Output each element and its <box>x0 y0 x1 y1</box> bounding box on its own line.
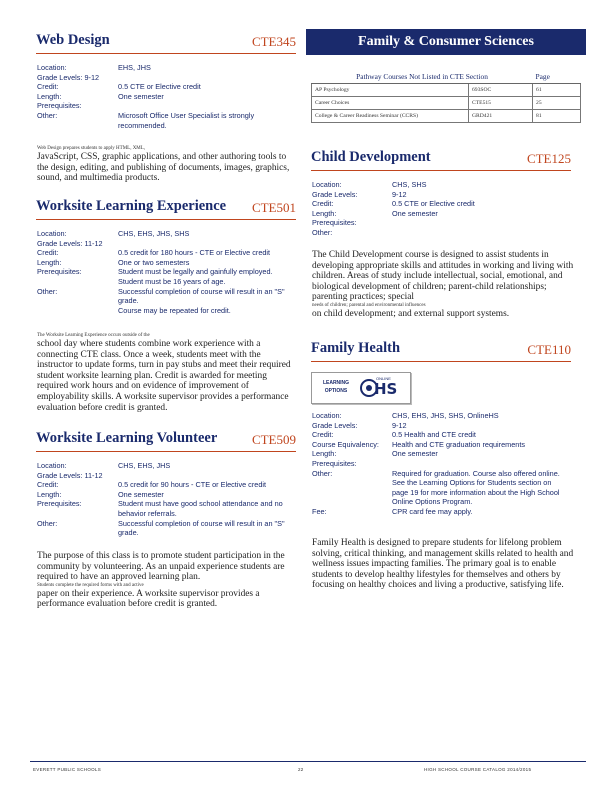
badge-label-bottom: OPTIONS <box>324 388 348 394</box>
course-description <box>312 250 574 320</box>
description-fragment: The Worksite Learning Experience occurs outside of the <box>37 333 150 338</box>
info-value: 9-12 <box>392 189 407 199</box>
info-value: Required for graduation. Course also offered online. <box>392 468 560 478</box>
info-value: CHS, EHS, JHS, SHS <box>118 229 190 238</box>
table-cell: 61 <box>533 84 581 97</box>
info-value: One semester <box>392 449 438 459</box>
description-text: school day where students combine work experience with a connecting CTE class. Once a week, students meet with the instructor to update forms, turn in pay stubs and meet their required student worksite learning plan. Credit is awarded for meeting required work hours and on evidence of improvement of employability skills. A worksite supervisor provides a performance evaluation before credit is granted. <box>37 339 291 413</box>
table-cell: 81 <box>533 110 581 123</box>
footer-rule <box>30 761 586 762</box>
info-value: One semester <box>118 489 164 499</box>
description-text: The purpose of this class is to promote student participation in the community by volunteering. As an unpaid experience students are required to have an approved learning plan. <box>37 551 285 583</box>
divider <box>36 451 296 452</box>
info-value: CHS, SHS <box>392 180 427 189</box>
table-header: Pathway Courses Not Listed in CTE Section <box>312 70 533 84</box>
info-value: 0.5 CTE or Elective credit <box>392 199 475 209</box>
info-value: 0.5 credit for 90 hours - CTE or Elective credit <box>118 480 267 490</box>
info-value: 0.5 credit for 180 hours - CTE or Elective credit <box>118 248 271 258</box>
info-key: Credit: <box>37 82 59 92</box>
table-cell: College & Career Readiness Seminar (CCRS) <box>312 110 469 123</box>
info-key: Other: <box>37 286 58 296</box>
info-value: Health and CTE graduation requirements <box>392 439 526 449</box>
table-row <box>312 110 581 123</box>
course-code: CTE110 <box>527 342 571 357</box>
info-key: Credit: <box>37 248 59 258</box>
learning-options-badge <box>311 372 411 404</box>
info-value: grade. <box>118 528 139 538</box>
info-key: Location: <box>37 229 67 238</box>
info-key: Course Equivalency: <box>312 439 379 449</box>
course-code: CTE345 <box>251 34 296 49</box>
info-value: Student must be legally and gainfully employed. <box>118 267 273 277</box>
table-cell: AP Psychology <box>312 84 469 97</box>
table-row <box>312 84 581 97</box>
info-value: CHS, EHS, JHS <box>118 461 171 470</box>
info-value: One semester <box>392 208 438 218</box>
info-key: Length: <box>37 91 62 101</box>
table-cell: 693SOC <box>469 84 533 97</box>
course-code: CTE125 <box>526 151 571 166</box>
info-key: Other: <box>37 518 58 528</box>
info-value: recommended. <box>118 120 167 130</box>
course-title: Worksite Learning Volunteer <box>36 430 218 446</box>
info-key: Grade Levels: 11-12 <box>37 470 103 480</box>
footer-right: HIGH SCHOOL COURSE CATALOG 2014/2015 <box>424 767 532 772</box>
info-key: Length: <box>312 208 337 218</box>
description-text: JavaScript, CSS, graphic applications, and other authoring tools to the design, editing, and publishing of documents, images, graphics, sound, and multimedia products. <box>37 152 290 184</box>
info-key: Location: <box>312 180 342 189</box>
table-cell: 25 <box>533 97 581 110</box>
info-key: Length: <box>37 489 62 499</box>
course-code: CTE509 <box>251 432 296 447</box>
course-description <box>312 538 574 591</box>
info-key: Prerequisites: <box>312 218 357 228</box>
info-key: Other: <box>312 228 333 237</box>
info-value: CHS, EHS, JHS, SHS, OnlineHS <box>392 411 499 420</box>
course-title: Family Health <box>311 340 401 356</box>
info-value: 9-12 <box>392 420 407 430</box>
info-key: Length: <box>312 449 337 459</box>
info-key: Credit: <box>37 480 59 490</box>
description-fragment: Students complete the required forms with and active <box>37 582 144 588</box>
section-banner: Family & Consumer Sciences <box>306 29 586 55</box>
info-key: Credit: <box>312 199 334 209</box>
info-key: Other: <box>37 111 58 120</box>
info-key: Grade Levels: 11-12 <box>37 238 103 248</box>
info-key: Prerequisites: <box>37 101 82 111</box>
table-row <box>312 97 581 110</box>
info-value: Student must be 16 years of age. <box>118 277 226 286</box>
table-header-row <box>312 70 581 84</box>
info-value: Course may be repeated for credit. <box>118 305 231 315</box>
info-key: Length: <box>37 257 62 267</box>
footer-left: EVERETT PUBLIC SCHOOLS <box>33 767 102 772</box>
table-header: Page <box>533 70 581 84</box>
info-value: Student must have good school attendance and no <box>118 499 283 509</box>
divider <box>311 361 571 362</box>
pathway-table <box>311 70 581 123</box>
info-value: page 19 for more information about the High School <box>392 487 560 497</box>
info-key: Location: <box>312 411 342 420</box>
info-value: One semester <box>118 91 164 101</box>
logo-small-text: ONLINE <box>376 376 391 381</box>
info-key: Fee: <box>312 507 327 516</box>
info-key: Grade Levels: <box>312 420 358 430</box>
info-value: 0.5 CTE or Elective credit <box>118 82 201 92</box>
table-cell: GRD421 <box>469 110 533 123</box>
footer-page-number: 22 <box>298 767 304 772</box>
info-value: One or two semesters <box>118 257 190 267</box>
info-value: See the Learning Options for Students section on <box>392 478 552 488</box>
info-value: behavior referrals. <box>118 509 177 518</box>
logo-text: HS <box>374 380 398 398</box>
info-key: Grade Levels: 9-12 <box>37 72 100 82</box>
info-value: grade. <box>118 296 139 306</box>
description-fragment: Web Design prepares students to apply HTML, XML, <box>37 146 146 151</box>
description-fragment: needs of children; parental and environmental influences <box>312 302 426 308</box>
table-cell: Career Choices <box>312 97 469 110</box>
course-title: Child Development <box>311 149 431 165</box>
info-value: 0.5 Health and CTE credit <box>392 430 476 440</box>
divider <box>311 170 571 171</box>
course-code: CTE501 <box>251 200 296 215</box>
course-description <box>37 333 295 413</box>
info-value: Online Options Program. <box>392 497 473 507</box>
course-description <box>37 551 295 610</box>
badge-label-top: LEARNING <box>322 380 350 386</box>
table-cell: CTE515 <box>469 97 533 110</box>
info-value: EHS, JHS <box>118 63 151 72</box>
divider <box>36 53 296 54</box>
info-key: Location: <box>37 63 67 72</box>
course-title: Worksite Learning Experience <box>36 198 227 214</box>
info-value: Successful completion of course will result in an "S" <box>118 286 285 296</box>
info-key: Prerequisites: <box>37 499 82 509</box>
info-key: Credit: <box>312 430 334 440</box>
badge-label <box>322 379 350 395</box>
course-description <box>37 146 295 184</box>
description-text: The Child Development course is designed to assist students in developing appropriate skills and attitudes in working and living with children. Areas of study include intellectual, social, emotional, and biological development of children; parent-child relationships; parenting practices; special <box>312 250 574 303</box>
info-key: Other: <box>312 468 333 478</box>
divider <box>36 219 296 220</box>
info-value: Successful completion of course will result in an "S" <box>118 518 285 528</box>
info-key: Location: <box>37 461 67 470</box>
info-key: Grade Levels: <box>312 189 358 199</box>
description-text: paper on their experience. A worksite supervisor provides a performance evaluation before credit is granted. <box>37 588 260 610</box>
info-key: Prerequisites: <box>37 267 82 277</box>
course-title: Web Design <box>36 32 110 48</box>
info-value: Microsoft Office User Specialist is strongly <box>118 111 255 120</box>
info-value: CPR card fee may apply. <box>392 507 473 516</box>
description-text: Family Health is designed to prepare students for lifelong problem solving, critical thinking, and management skills related to health and wellness issues impacting families. The primary goal is to enable students to develop healthy lifestyles for themselves and others by focusing on healthy choices and living a productive, satisfying life. <box>312 538 574 591</box>
description-text: on child development; and external support systems. <box>312 308 510 319</box>
info-key: Prerequisites: <box>312 459 357 468</box>
